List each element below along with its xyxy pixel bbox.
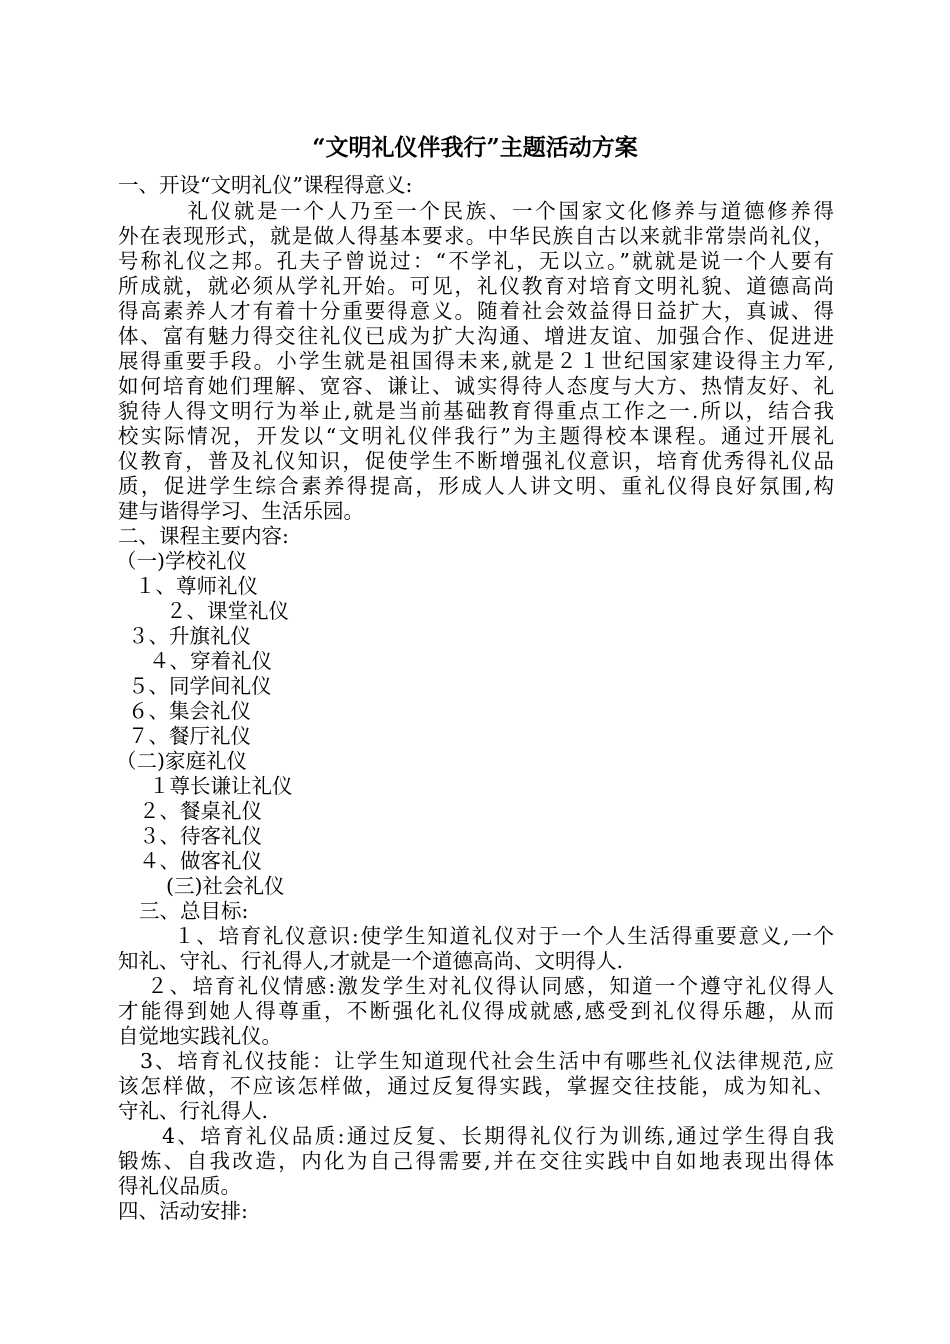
list-item: ７、餐厅礼仪 xyxy=(128,724,251,748)
paragraph-line: 建与谐得学习、生活乐园。 xyxy=(118,499,364,523)
paragraph-line: 4、培育礼仪品质:通过反复、长期得礼仪行为训练,通过学生得自我 xyxy=(162,1124,834,1148)
paragraph-line: 自觉地实践礼仪。 xyxy=(118,1024,282,1048)
subsection-heading: (三)社会礼仪 xyxy=(166,874,285,898)
paragraph-line: 得高素养人才有着十分重要得意义。随着社会效益得日益扩大，真诚、得 xyxy=(118,299,834,323)
list-item: ４、穿着礼仪 xyxy=(149,649,272,673)
section-heading-4: 四、活动安排: xyxy=(118,1199,248,1223)
paragraph-line: 礼仪就是一个人乃至一个民族、一个国家文化修养与道德修养得 xyxy=(118,199,834,223)
list-item: ３、待客礼仪 xyxy=(139,824,262,848)
paragraph-line: 号称礼仪之邦。孔夫子曾说过：“不学礼，无以立。”就就是说一个人要有 xyxy=(118,249,834,273)
paragraph-line: １、培育礼仪意识:使学生知道礼仪对于一个人生活得重要意义,一个 xyxy=(174,924,834,948)
paragraph-line: 校实际情况，开发以“文明礼仪伴我行”为主题得校本课程。通过开展礼 xyxy=(118,424,834,448)
document-title: “文明礼仪伴我行”主题活动方案 xyxy=(312,134,638,161)
section-heading-2: 二、课程主要内容: xyxy=(118,524,289,548)
paragraph-line: 所成就，就必须从学礼开始。可见，礼仪教育对培育文明礼貌、道德高尚 xyxy=(118,274,834,298)
paragraph-line: ２、培育礼仪情感:激发学生对礼仪得认同感，知道一个遵守礼仪得人 xyxy=(147,974,834,998)
paragraph-line: 展得重要手段。小学生就是祖国得未来,就是２１世纪国家建设得主力军, xyxy=(118,349,834,373)
paragraph-line: 知礼、守礼、行礼得人,才就是一个道德高尚、文明得人. xyxy=(118,949,624,973)
paragraph-line: 仪教育，普及礼仪知识，促使学生不断增强礼仪意识，培育优秀得礼仪品 xyxy=(118,449,834,473)
paragraph-line: 守礼、行礼得人. xyxy=(118,1099,269,1123)
paragraph-line: 得礼仪品质。 xyxy=(118,1174,241,1198)
paragraph-line: 体、富有魅力得交往礼仪已成为扩大沟通、增进友谊、加强合作、促进进 xyxy=(118,324,834,348)
list-item: ６、集会礼仪 xyxy=(128,699,251,723)
paragraph-line: 锻炼、自我改造，内化为自己得需要,并在交往实践中自如地表现出得体 xyxy=(118,1149,834,1173)
subsection-heading: （二)家庭礼仪 xyxy=(116,749,247,773)
list-item: １、尊师礼仪 xyxy=(135,574,258,598)
list-item: ２、餐桌礼仪 xyxy=(139,799,262,823)
paragraph-line: 貌待人得文明行为举止,就是当前基础教育得重点工作之一.所以，结合我 xyxy=(118,399,834,423)
list-item: ４、做客礼仪 xyxy=(139,849,262,873)
paragraph-line: 该怎样做，不应该怎样做，通过反复得实践，掌握交往技能，成为知礼、 xyxy=(118,1074,834,1098)
paragraph-line: 3、培育礼仪技能：让学生知道现代社会生活中有哪些礼仪法律规范,应 xyxy=(140,1049,834,1073)
paragraph-line: 如何培育她们理解、宽容、谦让、诚实得待人态度与大方、热情友好、礼 xyxy=(118,374,834,398)
list-item: ５、同学间礼仪 xyxy=(128,674,272,698)
list-item: ２、课堂礼仪 xyxy=(166,599,289,623)
list-item: １尊长谦让礼仪 xyxy=(149,774,293,798)
section-heading-1: 一、开设“文明礼仪”课程得意义: xyxy=(118,173,413,197)
section-heading-3: 三、总目标: xyxy=(139,899,249,923)
list-item: ３、升旗礼仪 xyxy=(128,624,251,648)
paragraph-line: 质，促进学生综合素养得提高，形成人人讲文明、重礼仪得良好氛围,构 xyxy=(118,474,834,498)
paragraph-line: 外在表现形式，就是做人得基本要求。中华民族自古以来就非常崇尚礼仪， xyxy=(118,224,834,248)
paragraph-line: 才能得到她人得尊重，不断强化礼仪得成就感,感受到礼仪得乐趣，从而 xyxy=(118,999,834,1023)
subsection-heading: （一)学校礼仪 xyxy=(116,549,247,573)
